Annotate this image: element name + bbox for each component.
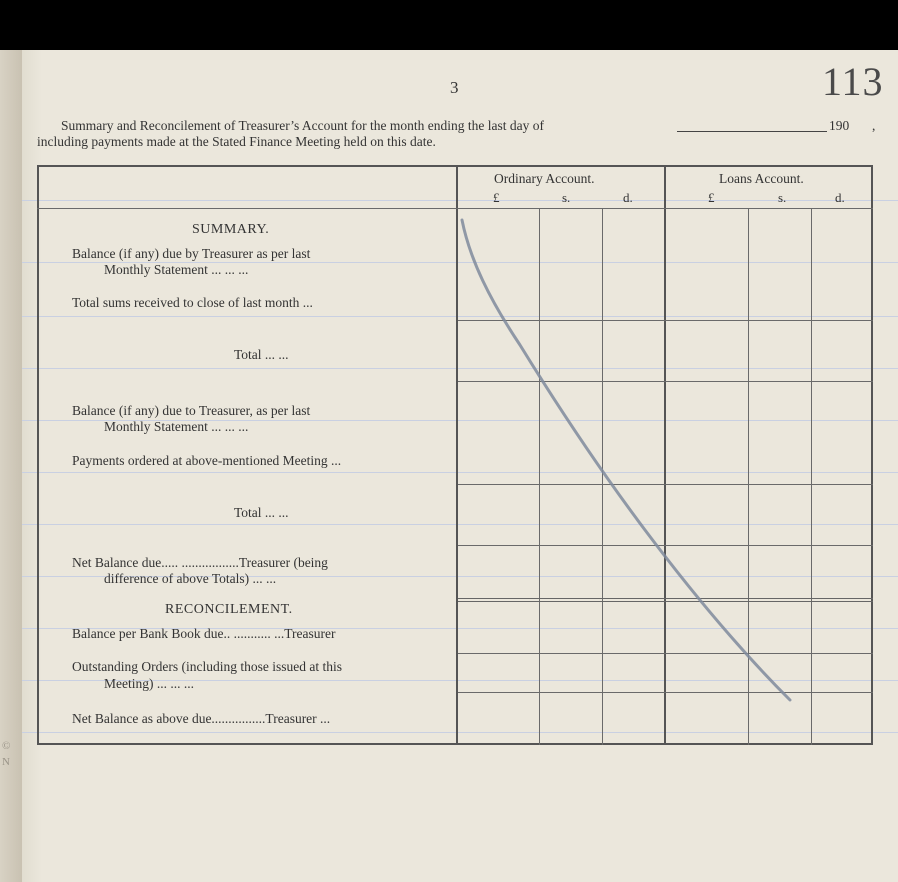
total-received-label: Total sums received to close of last month ... xyxy=(72,295,313,310)
loans-account-heading: Loans Account. xyxy=(719,171,804,186)
bank-book-label: Balance per Bank Book due.. ........... ...Treasurer xyxy=(72,626,336,641)
balance-due-to-label-cont: Monthly Statement ... ... ... xyxy=(104,419,249,434)
unit-pounds: £ xyxy=(708,190,715,205)
ordinary-account-heading: Ordinary Account. xyxy=(494,171,595,186)
spine-mark: N xyxy=(2,756,10,768)
balance-due-to-label: Balance (if any) due to Treasurer, as per last xyxy=(72,403,311,418)
balance-due-by-label-cont: Monthly Statement ... ... ... xyxy=(104,262,249,277)
net-balance-above-label: Net Balance as above due................Treasurer ... xyxy=(72,711,331,726)
net-balance-label-cont: difference of above Totals) ... ... xyxy=(104,571,277,586)
payments-ordered-label: Payments ordered at above-mentioned Meeting ... xyxy=(72,453,342,468)
total-label-2: Total ... ... xyxy=(234,505,289,520)
summary-section-title: SUMMARY. xyxy=(192,222,270,237)
outstanding-orders-label-cont: Meeting) ... ... ... xyxy=(104,676,194,691)
unit-shillings: s. xyxy=(778,190,787,205)
unit-pence: d. xyxy=(623,190,633,205)
folio-number: 113 xyxy=(822,59,884,104)
spine-mark: © xyxy=(2,740,11,752)
heading-line-1: Summary and Reconcilement of Treasurer’s Account for the month ending the last day of xyxy=(61,118,545,133)
page-number: 3 xyxy=(450,78,459,97)
unit-pence: d. xyxy=(835,190,845,205)
unit-pounds: £ xyxy=(493,190,500,205)
year-prefix: 190 xyxy=(829,118,850,133)
balance-due-by-label: Balance (if any) due by Treasurer as per last xyxy=(72,246,311,261)
outstanding-orders-label: Outstanding Orders (including those issued at this xyxy=(72,659,342,674)
total-label-1: Total ... ... xyxy=(234,347,289,362)
heading-comma: , xyxy=(872,118,876,133)
heading-line-2: including payments made at the Stated Finance Meeting held on this date. xyxy=(37,134,436,149)
reconcilement-section-title: RECONCILEMENT. xyxy=(165,602,293,617)
unit-shillings: s. xyxy=(562,190,571,205)
net-balance-label: Net Balance due..... .................Treasurer (being xyxy=(72,555,328,570)
